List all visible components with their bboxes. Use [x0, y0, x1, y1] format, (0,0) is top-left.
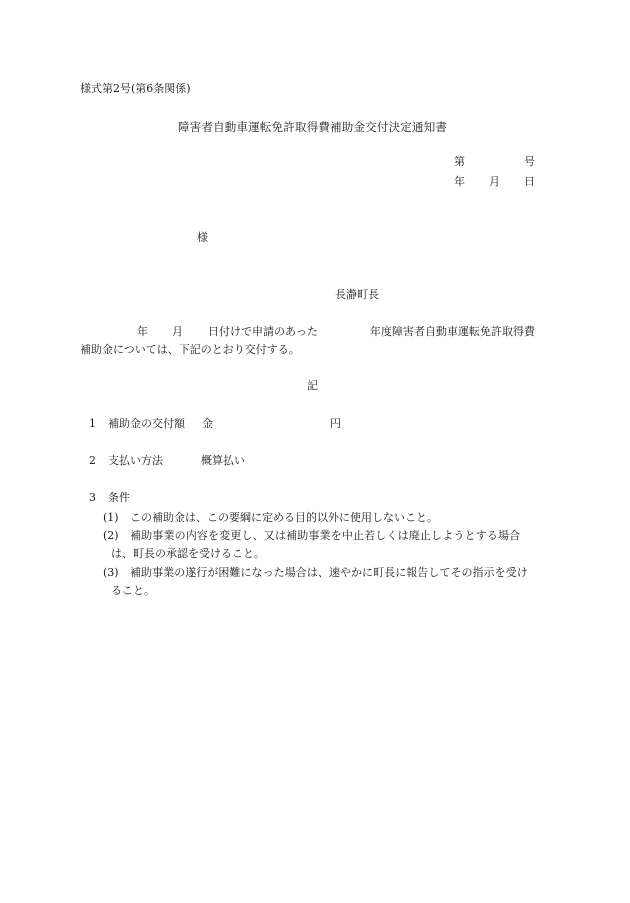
item-2-label: 支払い方法	[108, 454, 163, 467]
issuer-name: 長瀞町長	[335, 288, 379, 301]
body-line-2: 補助金については、下記のとおり交付する。	[80, 343, 300, 356]
recipient-suffix: 様	[197, 231, 208, 244]
item-3-label: 条件	[108, 491, 130, 504]
condition-1-text: この補助金は、この要綱に定める目的以外に使用しないこと。	[130, 511, 438, 524]
doc-number-dai: 第	[454, 155, 465, 168]
condition-3-text: 補助事業の遂行が困難になった場合は、速やかに町長に報告してその指示を受け	[130, 566, 528, 579]
condition-1-num: (1)	[103, 511, 119, 524]
item-1-suffix: 円	[330, 417, 341, 430]
condition-2-text: 補助事業の内容を変更し、又は補助事業を中止若しくは廃止しようとする場合	[130, 529, 521, 542]
condition-2-text-cont: は、町長の承認を受けること。	[111, 547, 265, 560]
body-date-text: 日付けで申請のあった	[208, 325, 318, 338]
body-year: 年	[137, 325, 148, 338]
condition-3-num: (3)	[103, 566, 119, 579]
date-month: 月	[489, 175, 500, 188]
doc-number-go: 号	[524, 155, 535, 168]
item-2-num: 2	[89, 454, 96, 467]
body-fiscal-text: 年度障害者自動車運転免許取得費	[370, 325, 535, 338]
date-day: 日	[524, 175, 535, 188]
document-title: 障害者自動車運転免許取得費補助金交付決定通知書	[178, 120, 448, 134]
ki-heading: 記	[307, 379, 318, 392]
form-label: 様式第2号(第6条関係)	[80, 82, 191, 95]
condition-2-num: (2)	[103, 529, 119, 542]
body-month: 月	[172, 325, 183, 338]
item-1-prefix: 金	[202, 417, 213, 430]
item-2-value: 概算払い	[201, 454, 245, 467]
item-1-label: 補助金の交付額	[108, 417, 185, 430]
item-1-num: 1	[89, 417, 96, 430]
date-year: 年	[454, 175, 465, 188]
condition-3-text-cont: ること。	[111, 584, 155, 597]
item-3-num: 3	[89, 491, 96, 504]
